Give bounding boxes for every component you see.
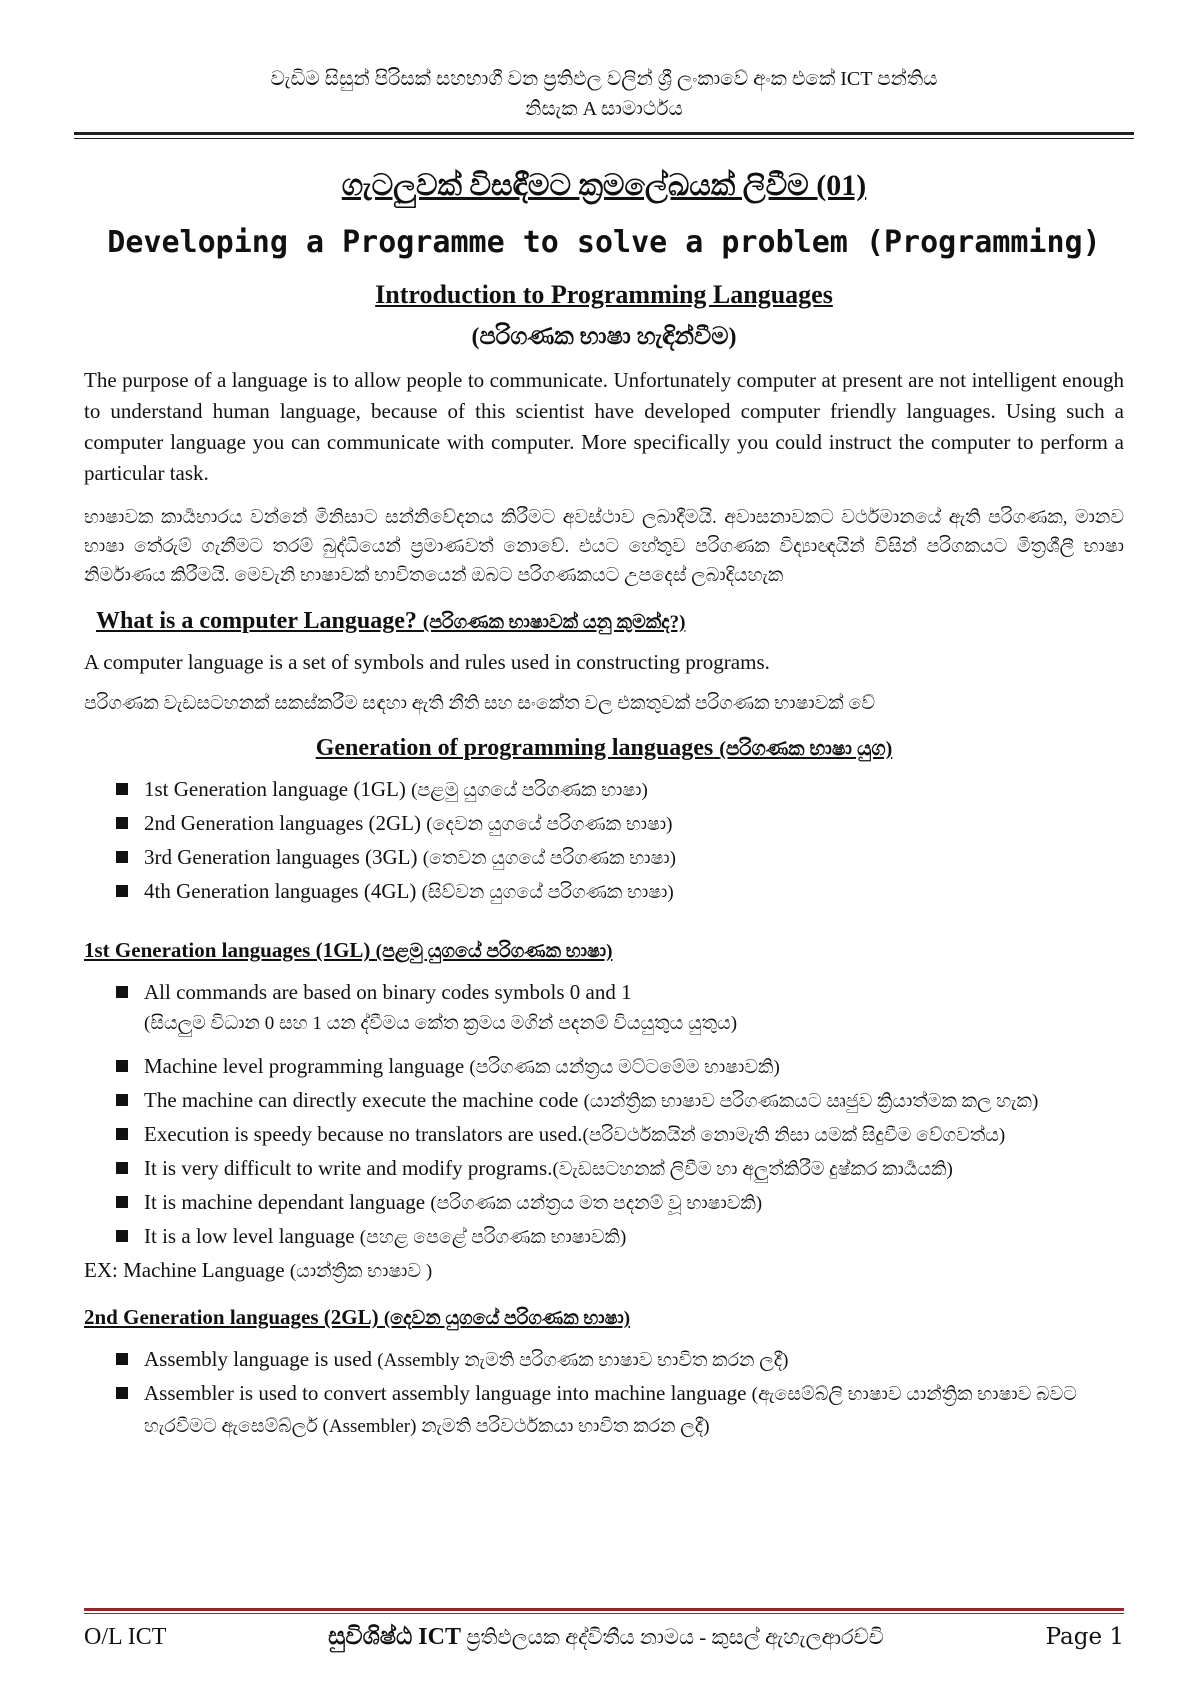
square-bullet-icon <box>116 986 128 998</box>
page-footer <box>84 1608 1124 1651</box>
subtitle-sinhala: (පරිගණක භාෂා හැඳින්වීම) <box>471 324 737 350</box>
list-item <box>84 1153 1124 1185</box>
square-bullet-icon <box>116 1387 128 1399</box>
item-text-sinhala: (සිව්වන යුගයේ පරිගණක භාෂා) <box>421 882 674 903</box>
item-text: Execution is speedy because no translators are used. <box>144 1122 583 1146</box>
square-bullet-icon <box>116 1162 128 1174</box>
what-is-heading <box>96 608 1124 635</box>
item-text-sinhala: (පරිවර්ථකයින් නොමැති නිසා යමක් සිදුවීම වේගවත්ය) <box>582 1125 1006 1146</box>
header-line-2: නිසැක A සාමාර්ථය <box>525 98 683 120</box>
footer-course: O/L ICT <box>84 1624 167 1650</box>
what-is-answer-sinhala: පරිගණක වැඩසටහනක් සකස්කරීම සඳහා ඇති නීති සහ සංකේත වල එකතුවක් පරිගණක භාෂාවක් වේ <box>84 693 876 714</box>
square-bullet-icon <box>116 885 128 897</box>
what-is-question: What is a computer Language? <box>96 608 417 634</box>
header-rule <box>74 132 1134 139</box>
item-text: 1st Generation language (1GL) <box>144 777 406 801</box>
gen2-heading <box>84 1305 1124 1330</box>
list-item <box>84 842 1124 874</box>
gen2-list <box>84 1344 1124 1442</box>
item-text: Assembler is used to convert assembly language into machine language <box>144 1381 747 1405</box>
list-item <box>84 774 1124 806</box>
item-text-sinhala: (තෙවන යුගයේ පරිගණක භාෂා) <box>422 848 676 869</box>
footer-tagline <box>328 1624 884 1651</box>
gen2-heading-sinhala: (දෙවන යුගයේ පරිගණක භාෂා) <box>383 1308 631 1329</box>
item-text: All commands are based on binary codes symbols 0 and 1 <box>144 980 632 1004</box>
item-text-sinhala: (පළමු යුගයේ පරිගණක භාෂා) <box>411 780 648 801</box>
square-bullet-icon <box>116 1128 128 1140</box>
intro-paragraph-english: The purpose of a language is to allow people to communicate. Unfortunately computer at present are not intelligent enough to understand human language, because of this scientist have developed computer friendly languages. Using such a computer language you can communicate with computer. More specifically you could instruct the computer to perform a particular task. <box>84 368 1124 485</box>
gen1-example <box>84 1255 1124 1287</box>
item-text: The machine can directly execute the machine code <box>144 1088 579 1112</box>
title-english: Developing a Programme to solve a problem (Programming) <box>107 225 1101 260</box>
square-bullet-icon <box>116 1196 128 1208</box>
item-text: It is a low level language <box>144 1224 355 1248</box>
list-item <box>84 1051 1124 1083</box>
item-text-sinhala: (වැඩසටහනක් ලිවීම හා අලුත්කිරීම දුෂ්කර කාර්‍යයකි) <box>552 1159 953 1180</box>
gen1-example-sinhala: (යාන්ත්‍රික භාෂාව ) <box>289 1261 433 1282</box>
intro-paragraph-sinhala: භාෂාවක කාර්‍යභාරය වන්නේ මිනිසාට සන්නිවේදනය කිරීමට අවස්ථාව ලබාදීමයි. අවාසනාවකට වර්ථමානයේ ඇති පරිගණක, මානව භාෂා තේරුම් ගැනීමට තරම් බුද්ධියෙන් ප්‍රමාණවත් නොවේ. එයට හේතුව පරිගණක විද්‍යාඥයින් විසින් පරිගකයට මිත්‍රශීලී භාෂා නිර්මාණය කිරීමයි. මෙවැනි භාෂාවක් භාවිතයෙන් ඔබට පරිගණකයට උපදෙස් ලබාදියහැක <box>84 507 1124 586</box>
item-text-sinhala: (දෙවන යුගයේ පරිගණක භාෂා) <box>426 814 673 835</box>
list-item <box>84 1187 1124 1219</box>
page-number: Page 1 <box>1045 1624 1124 1650</box>
subtitle: Introduction to Programming Languages <box>375 280 833 309</box>
document-page <box>84 64 1124 1444</box>
item-text: 4th Generation languages (4GL) <box>144 879 417 903</box>
square-bullet-icon <box>116 1094 128 1106</box>
generations-heading-sinhala: (පරිගණක භාෂා යුග) <box>719 738 893 760</box>
list-item <box>84 876 1124 908</box>
item-text-sinhala: (Assembly නැමති පරිගණක භාෂාව භාවිත කරන ලදී) <box>377 1350 789 1371</box>
list-item <box>84 808 1124 840</box>
list-item <box>84 1378 1124 1442</box>
item-text-sinhala: (පරිගණක යන්ත්‍රය මට්ටමේම භාෂාවකි) <box>469 1057 780 1078</box>
item-text-sinhala: (සියලුම විධාන 0 සහ 1 යන ද්වීමය කේත ක්‍රමය මගින් පදනම් වියයුතුය යුතුය) <box>144 1013 738 1034</box>
square-bullet-icon <box>116 1230 128 1242</box>
item-text-sinhala: (යාන්ත්‍රික භාෂාව පරිගණකයට ඍජුව ක්‍රියාත්මක කල හැක) <box>583 1091 1039 1112</box>
item-text: Machine level programming language <box>144 1054 465 1078</box>
item-text: 2nd Generation languages (2GL) <box>144 811 421 835</box>
generations-heading <box>84 735 1124 762</box>
footer-tagline-text: ප්‍රතිඵලයක අද්විතීය නාමය - කුසල් ඇහැලආරච්චි <box>466 1625 884 1649</box>
footer-rule <box>84 1608 1124 1614</box>
what-is-answer-english: A computer language is a set of symbols and rules used in constructing programs. <box>84 650 770 674</box>
item-text: Assembly language is used <box>144 1347 373 1371</box>
item-text: 3rd Generation languages (3GL) <box>144 845 418 869</box>
item-text: It is very difficult to write and modify programs. <box>144 1156 553 1180</box>
footer-brand: සුවිශිෂ්ඨ ICT <box>328 1624 461 1650</box>
generations-list <box>84 774 1124 908</box>
list-item <box>84 1221 1124 1253</box>
gen1-heading-text: 1st Generation languages (1GL) <box>84 938 371 962</box>
list-item <box>84 1085 1124 1117</box>
gen1-heading-sinhala: (පළමු යුගයේ පරිගණක භාෂා) <box>375 941 613 962</box>
square-bullet-icon <box>116 1060 128 1072</box>
list-item <box>84 1344 1124 1376</box>
list-item <box>84 977 1124 1039</box>
square-bullet-icon <box>116 783 128 795</box>
gen1-heading <box>84 938 1124 963</box>
item-text-sinhala: (පහළ පෙළේ පරිගණක භාෂාවකි) <box>359 1227 627 1248</box>
header-line-1: වැඩිම සිසුන් පිරිසක් සහභාගී වන ප්‍රතිඵල වලින් ශ්‍රී ලංකාවේ අංක එකේ ICT පන්තිය <box>270 68 938 90</box>
item-text-sinhala: (ඇසෙම්බ්ලි භාෂාව යාන්ත්‍රික භාෂාව බවට හැරවීමට ඇසෙම්බ්ලර් (Assembler) නැමති පරිවර්ථකයා භාවිත කරන ලදී) <box>144 1384 1077 1437</box>
square-bullet-icon <box>116 851 128 863</box>
square-bullet-icon <box>116 1353 128 1365</box>
square-bullet-icon <box>116 817 128 829</box>
generations-heading-text: Generation of programming languages <box>315 735 714 761</box>
gen2-heading-text: 2nd Generation languages (2GL) <box>84 1305 379 1329</box>
page-header <box>84 64 1124 124</box>
title-sinhala: ගැටලුවක් විසඳීමට ක්‍රමලේඛයක් ලිවීම (01) <box>341 169 867 202</box>
gen1-example-text: EX: Machine Language <box>84 1258 285 1282</box>
list-item <box>84 1119 1124 1151</box>
item-text-sinhala: (පරිගණක යන්ත්‍රය මත පදනම් වූ භාෂාවකි) <box>430 1193 763 1214</box>
item-text: It is machine dependant language <box>144 1190 426 1214</box>
what-is-question-sinhala: (පරිගණක භාෂාවක් යනු කුමක්ද?) <box>422 612 686 633</box>
gen1-list <box>84 977 1124 1253</box>
